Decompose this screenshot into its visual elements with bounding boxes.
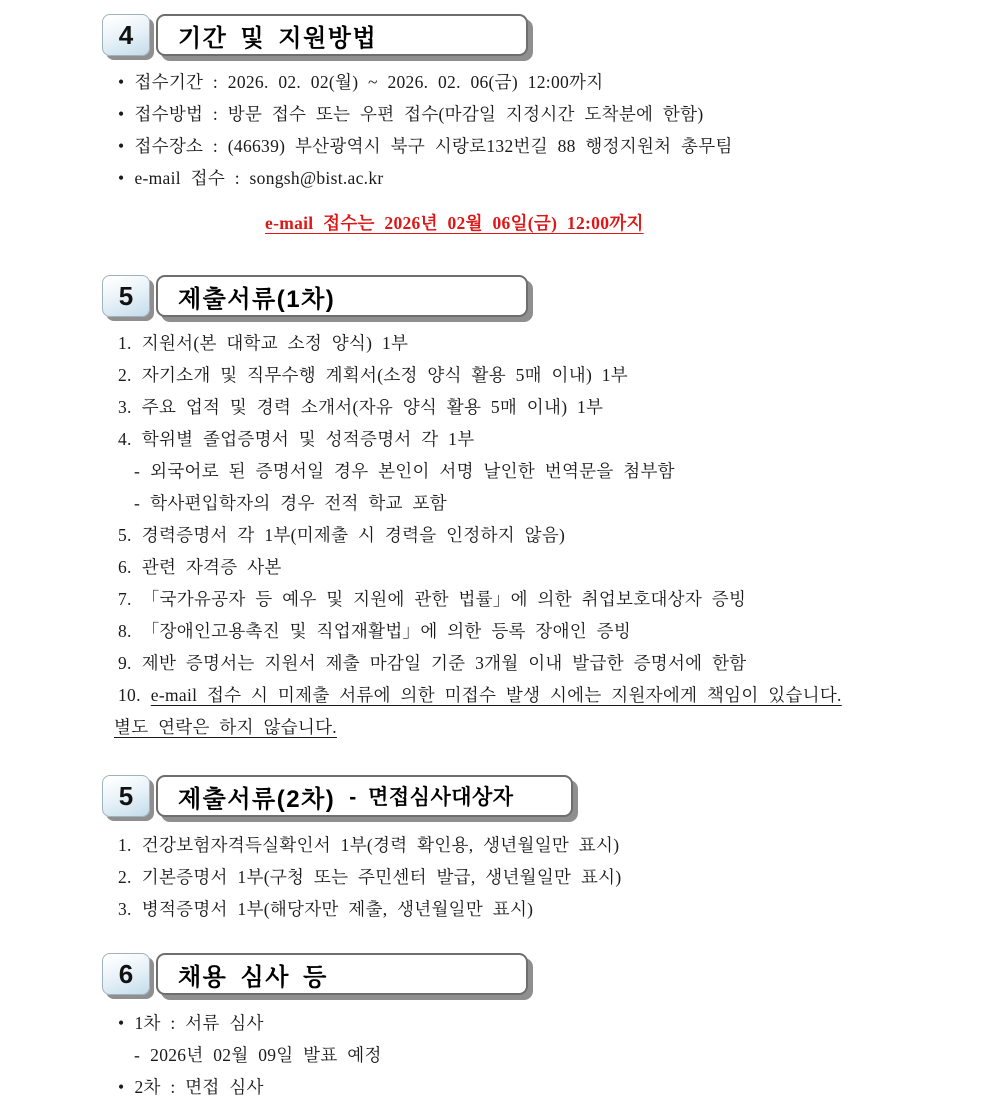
- list-item-text: 관련 자격증 사본: [141, 557, 282, 577]
- list-number: 1.: [118, 835, 132, 855]
- list-number: 1.: [118, 333, 132, 353]
- section-review-process: [100, 953, 962, 1097]
- dash-icon: -: [134, 493, 141, 513]
- list-item: [118, 621, 962, 641]
- documents-second-list: [100, 835, 962, 919]
- section-title: 제출서류(2차): [178, 785, 336, 813]
- section-title: 제출서류(1차): [178, 285, 336, 313]
- list-item-text: 학위별 졸업증명서 및 성적증명서 각 1부: [141, 429, 475, 449]
- bullet-icon: •: [118, 1013, 125, 1033]
- list-item: [118, 333, 962, 353]
- list-item-text: 경력증명서 각 1부(미제출 시 경력을 인정하지 않음): [141, 525, 566, 545]
- list-item-text: 주요 업적 및 경력 소개서(자유 양식 활용 5매 이내) 1부: [141, 397, 604, 417]
- list-item: [118, 867, 962, 887]
- list-number: 2.: [118, 365, 132, 385]
- list-item-text: 2차 : 면접 심사: [134, 1077, 264, 1097]
- list-number: 10.: [118, 685, 141, 705]
- section-4-title-box: [156, 14, 528, 56]
- section-6-title-box: [156, 953, 528, 995]
- list-item-text: 접수방법 : 방문 접수 또는 우편 접수(마감일 지정시간 도착분에 한함): [134, 104, 704, 124]
- list-item-text: 1차 : 서류 심사: [134, 1013, 264, 1033]
- list-item-warning-continued: [114, 717, 962, 737]
- section-title: 채용 심사 등: [178, 963, 328, 991]
- list-item: [118, 397, 962, 417]
- list-subitem: [118, 493, 962, 513]
- section-documents-first: [100, 275, 962, 737]
- list-item: [118, 653, 962, 673]
- section-5b-title-box: [156, 775, 573, 817]
- list-number: 9.: [118, 653, 132, 673]
- section-6-header: [102, 953, 962, 995]
- bullet-icon: •: [118, 168, 125, 188]
- list-item: [118, 899, 962, 919]
- list-number: 5.: [118, 525, 132, 545]
- section-5a-header: [102, 275, 962, 317]
- list-item-warning: [118, 685, 962, 705]
- list-item: [118, 365, 962, 385]
- list-item-text: e-mail 접수 : songsh@bist.ac.kr: [134, 168, 384, 188]
- list-number: 2.: [118, 867, 132, 887]
- list-item-text: 별도 연락은 하지 않습니다.: [114, 717, 337, 737]
- list-number: 3.: [118, 397, 132, 417]
- list-number: 8.: [118, 621, 132, 641]
- section-5b-header: [102, 775, 962, 817]
- section-period-method: [100, 14, 962, 235]
- list-item-text: 병적증명서 1부(해당자만 제출, 생년월일만 표시): [141, 899, 534, 919]
- list-item: [118, 525, 962, 545]
- application-info-list: [100, 72, 962, 188]
- list-item: [118, 168, 962, 188]
- list-item-text: 외국어로 된 증명서일 경우 본인이 서명 날인한 번역문을 첨부함: [150, 461, 675, 481]
- list-item: [118, 589, 962, 609]
- list-item-text: 「국가유공자 등 예우 및 지원에 관한 법률」에 의한 취업보호대상자 증빙: [141, 589, 747, 609]
- bullet-icon: •: [118, 72, 125, 92]
- list-item-text: 건강보험자격득실확인서 1부(경력 확인용, 생년월일만 표시): [141, 835, 620, 855]
- list-item: [118, 1013, 962, 1033]
- list-item: [118, 136, 962, 156]
- email-deadline-notice: e-mail 접수는 2026년 02월 06일(금) 12:00까지: [265, 213, 644, 233]
- section-title-suffix: - 면접심사대상자: [349, 786, 514, 809]
- section-4-number-badge: [102, 14, 150, 56]
- bullet-icon: •: [118, 104, 125, 124]
- section-number: 6: [118, 958, 134, 989]
- section-title: 기간 및 지원방법: [178, 24, 378, 52]
- bullet-icon: •: [118, 1077, 125, 1097]
- list-number: 4.: [118, 429, 132, 449]
- dash-icon: -: [134, 461, 141, 481]
- list-item: [118, 72, 962, 92]
- list-item-text: 접수기간 : 2026. 02. 02(월) ~ 2026. 02. 06(금) 12:00까지: [134, 72, 604, 92]
- list-item-text: 학사편입학자의 경우 전적 학교 포함: [150, 493, 447, 513]
- list-subitem: [118, 461, 962, 481]
- list-item-text: 제반 증명서는 지원서 제출 마감일 기준 3개월 이내 발급한 증명서에 한함: [141, 653, 747, 673]
- documents-first-list: [100, 333, 962, 737]
- bullet-icon: •: [118, 136, 125, 156]
- section-number: 5: [118, 280, 134, 311]
- section-documents-second: [100, 775, 962, 919]
- dash-icon: -: [134, 1045, 141, 1065]
- list-item: [118, 1077, 962, 1097]
- list-number: 7.: [118, 589, 132, 609]
- section-number: 5: [118, 780, 134, 811]
- section-4-header: [102, 14, 962, 56]
- section-6-number-badge: [102, 953, 150, 995]
- list-item-text: 지원서(본 대학교 소정 양식) 1부: [141, 333, 409, 353]
- review-steps-list: [100, 1013, 962, 1097]
- list-item: [118, 557, 962, 577]
- list-item-text: 자기소개 및 직무수행 계획서(소정 양식 활용 5매 이내) 1부: [141, 365, 628, 385]
- list-item-text: 「장애인고용촉진 및 직업재활법」에 의한 등록 장애인 증빙: [141, 621, 632, 641]
- list-item: [118, 104, 962, 124]
- list-item-text: e-mail 접수 시 미제출 서류에 의한 미접수 발생 시에는 지원자에게 책임이 있습니다.: [150, 685, 842, 705]
- section-5b-number-badge: [102, 775, 150, 817]
- section-number: 4: [118, 19, 134, 50]
- list-number: 6.: [118, 557, 132, 577]
- list-subitem: [118, 1045, 962, 1065]
- list-item: [118, 429, 962, 449]
- section-5a-title-box: [156, 275, 528, 317]
- list-item-text: 2026년 02월 09일 발표 예정: [150, 1045, 382, 1065]
- list-item-text: 접수장소 : (46639) 부산광역시 북구 시랑로132번길 88 행정지원처 총무팀: [134, 136, 733, 156]
- list-item-text: 기본증명서 1부(구청 또는 주민센터 발급, 생년월일만 표시): [141, 867, 622, 887]
- list-item: [118, 835, 962, 855]
- list-number: 3.: [118, 899, 132, 919]
- section-5a-number-badge: [102, 275, 150, 317]
